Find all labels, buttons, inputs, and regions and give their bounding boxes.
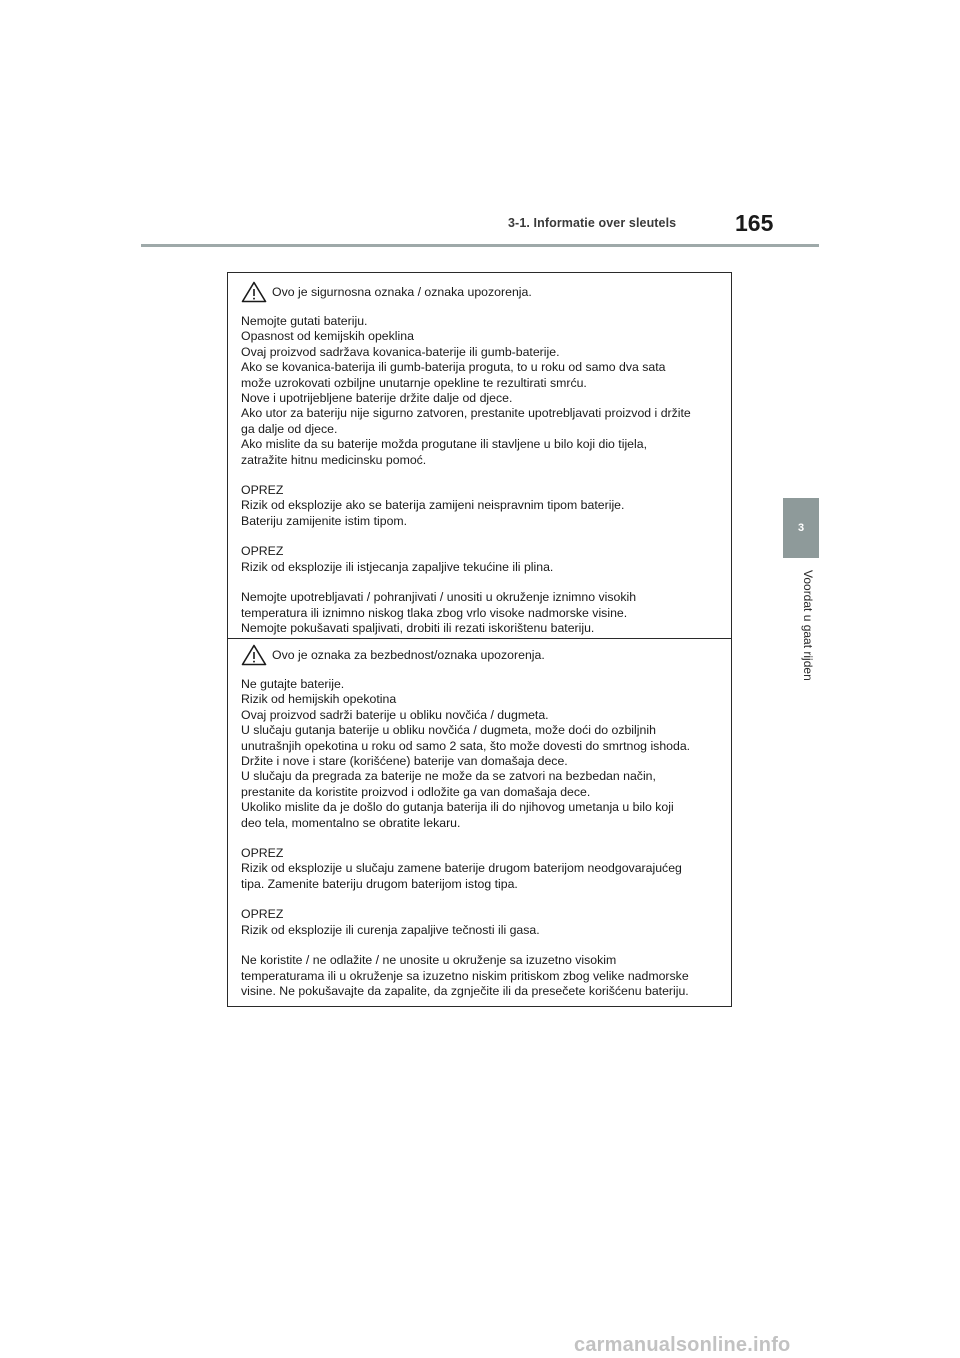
warning-triangle-icon [241,644,267,666]
warning-text [241,314,723,636]
text-line: Nemojte upotrebljavati / pohranjivati / unositi u okruženje iznimno visokih [241,590,637,605]
chapter-label: Voordat u gaat rijden [801,570,815,681]
page-number: 165 [735,210,774,236]
text-line: Nemojte pokušavati spaljivati, drobiti ili rezati iskorištenu bateriju. [241,620,595,635]
section-title: 3-1. Informatie over sleutels [508,216,677,230]
warning-header [241,645,723,665]
text-line: Rizik od eksplozije u slučaju zamene baterije drugom baterijom neodgovarajućeg [241,861,682,876]
text-line: Ako se kovanica-baterija ili gumb-baterija proguta, to u roku od samo dva sata [241,360,666,375]
text-line: Rizik od hemijskih opekotina [241,692,397,707]
text-line: temperaturama ili u okruženje sa izuzetno niskim pritiskom zbog velike nadmorske [241,968,689,983]
text-line: deo tela, momentalno se obratite lekaru. [241,815,461,830]
text-line: visine. Ne pokušavajte da zapalite, da zgnječite ili da presečete korišćenu bateriju. [241,983,689,998]
warning-header [241,282,723,302]
warning-title: Ovo je sigurnosna oznaka / oznaka upozorenja. [272,285,532,299]
warning-triangle-icon [241,281,267,303]
watermark: carmanualsonline.info [574,1334,791,1356]
text-line: tipa. Zamenite bateriju drugom baterijom istog tipa. [241,876,518,891]
text-line: Ako utor za bateriju nije sigurno zatvoren, prestanite upotrebljavati proizvod i držite [241,406,691,421]
text-line: OPREZ [241,907,284,922]
text-line: Ukoliko mislite da je došlo do gutanja baterija ili do njihovog umetanja u bilo koji [241,800,674,815]
text-line: Rizik od eksplozije ako se baterija zamijeni neispravnim tipom baterije. [241,498,625,513]
battery-warning-box [227,272,732,1007]
warning-text [241,677,723,999]
text-line: može uzrokovati ozbiljne unutarnje opekline te rezultirati smrću. [241,375,587,390]
section-divider [228,638,731,639]
warning-paragraph [241,846,723,892]
text-line: OPREZ [241,846,284,861]
text-line: Bateriju zamijenite istim tipom. [241,513,408,528]
text-line: U slučaju gutanja baterije u obliku novčića / dugmeta, može doći do ozbiljnih [241,723,656,738]
warning-paragraph [241,590,723,636]
text-line: temperatura ili iznimno niskog tlaka zbog vrlo visoke nadmorske visine. [241,605,628,620]
text-line: Opasnost od kemijskih opeklina [241,329,414,344]
warning-paragraph [241,314,723,468]
text-line: Ne gutajte baterije. [241,677,345,691]
chapter-number: 3 [797,522,805,534]
warning-paragraph [241,907,723,938]
text-line: OPREZ [241,483,284,498]
text-line: ga dalje od djece. [241,421,338,436]
text-line: Nemojte gutati bateriju. [241,314,368,328]
warning-paragraph [241,483,723,529]
text-line: Držite i nove i stare (korišćene) baterije van domašaja dece. [241,754,568,769]
text-line: Nove i upotrijebljene baterije držite dalje od djece. [241,391,513,406]
text-line: Ne koristite / ne odlažite / ne unosite u okruženje sa izuzetno visokim [241,953,617,968]
warning-title: Ovo je oznaka za bezbednost/oznaka upozorenja. [272,648,545,662]
text-line: Ovaj proizvod sadržava kovanica-baterije ili gumb-baterije. [241,344,560,359]
warning-section-croatian [228,282,731,636]
text-line: unutrašnjih opekotina u roku od samo 2 sata, što može dovesti do smrtnog ishoda. [241,738,691,753]
text-line: prestanite da koristite proizvod i odložite ga van domašaja dece. [241,784,591,799]
text-line: Rizik od eksplozije ili curenja zapaljive tečnosti ili gasa. [241,922,540,937]
warning-paragraph [241,953,723,999]
text-line: Ako mislite da su baterije možda progutane ili stavljene u bilo koji dio tijela, [241,437,648,452]
text-line: Rizik od eksplozije ili istjecanja zapaljive tekućine ili plina. [241,559,554,574]
warning-paragraph [241,677,723,831]
warning-section-serbian [228,645,731,999]
text-line: Ovaj proizvod sadrži baterije u obliku novčića / dugmeta. [241,707,549,722]
text-line: zatražite hitnu medicinsku pomoć. [241,452,427,467]
text-line: OPREZ [241,544,284,559]
text-line: U slučaju da pregrada za baterije ne može da se zatvori na bezbedan način, [241,769,656,784]
chapter-tab [783,498,819,558]
header-divider [141,244,819,247]
warning-paragraph [241,544,723,575]
